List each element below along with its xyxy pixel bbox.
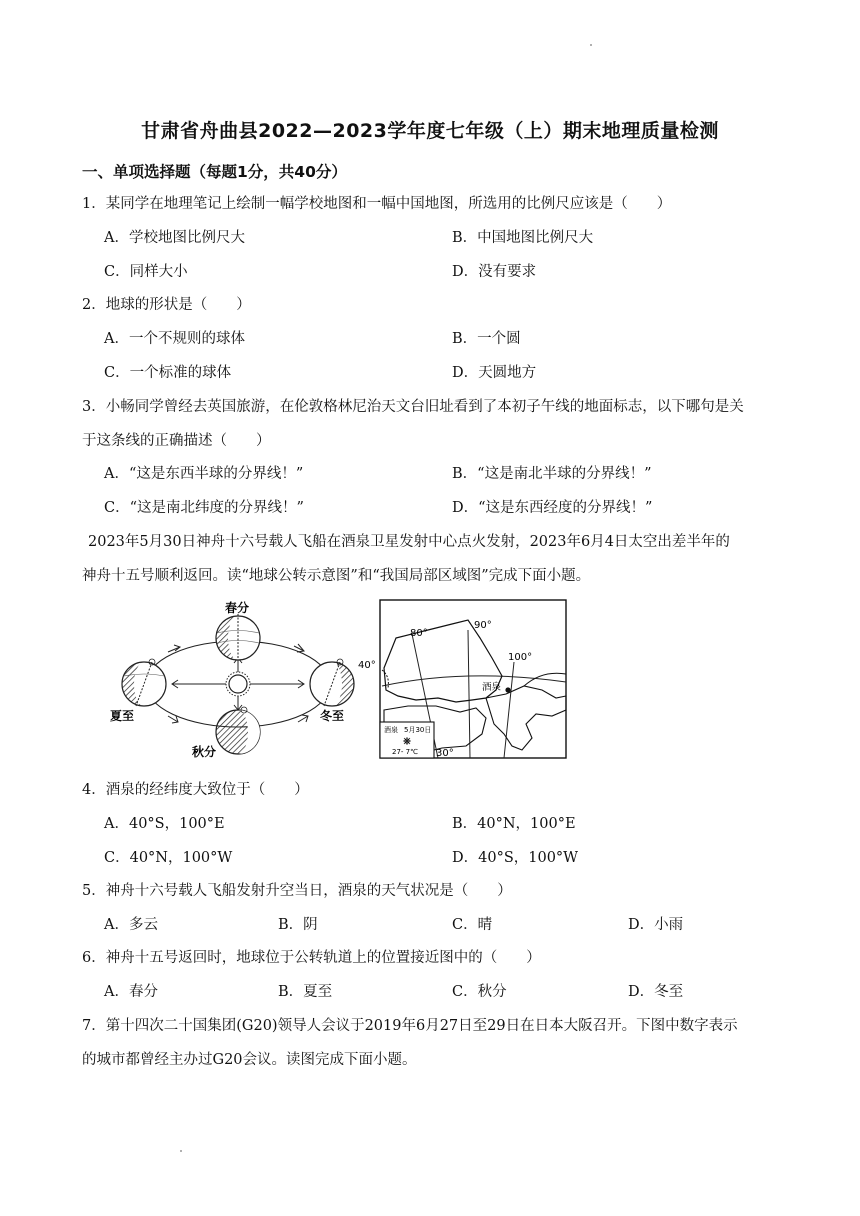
q3-option-c[interactable]: C．“这是南北纬度的分界线！” <box>104 500 304 516</box>
q5-option-d[interactable]: D．小雨 <box>628 917 684 933</box>
regional-map-figure <box>356 598 568 760</box>
q6-option-a[interactable]: A．春分 <box>104 984 158 1000</box>
q2-option-a[interactable]: A．一个不规则的球体 <box>104 331 245 347</box>
earth-summer-solstice <box>122 659 166 706</box>
label-spring: 春分 <box>225 601 250 615</box>
earth-winter-solstice <box>310 659 354 706</box>
question-7-stem-line1: 7．第十四次二十国集团(G20)领导人会议于2019年6月27日至29日在日本大阪召开。下图中数字表示 <box>82 1018 738 1034</box>
label-30: 30° <box>436 748 454 759</box>
scan-dot <box>180 1150 182 1152</box>
q5-option-a[interactable]: A．多云 <box>104 917 158 933</box>
q2-option-d[interactable]: D．天圆地方 <box>452 365 537 381</box>
page-title: 甘肃省舟曲县2022—2023学年度七年级（上）期末地理质量检测 <box>141 120 719 142</box>
weather-box-city: 酒泉 <box>384 726 398 734</box>
earth-autumn-equinox <box>216 707 260 754</box>
label-90: 90° <box>474 620 492 631</box>
city-jiuquan-marker <box>505 687 510 692</box>
weather-box-date: 5月30日 <box>404 726 432 734</box>
passage-line1: 2023年5月30日神舟十六号载人飞船在酒泉卫星发射中心点火发射，2023年6月4日太空出差半年的 <box>88 534 730 550</box>
question-3-stem-line1: 3．小畅同学曾经去英国旅游，在伦敦格林尼治天文台旧址看到了本初子午线的地面标志，以下哪句是关 <box>82 399 744 415</box>
q1-option-b[interactable]: B．中国地图比例尺大 <box>452 230 594 246</box>
q5-option-b[interactable]: B．阴 <box>278 917 318 933</box>
q3-option-d[interactable]: D．“这是东西经度的分界线！” <box>452 500 653 516</box>
passage-line2: 神舟十五号顺利返回。读“地球公转示意图”和“我国局部区域图”完成下面小题。 <box>82 568 591 584</box>
weather-box-temp: 27- 7℃ <box>392 748 418 756</box>
question-5-stem: 5．神舟十六号载人飞船发射升空当日，酒泉的天气状况是（ ） <box>82 883 512 899</box>
question-2-stem: 2．地球的形状是（ ） <box>82 297 251 313</box>
label-40: 40° <box>358 660 376 671</box>
q2-option-c[interactable]: C．一个标准的球体 <box>104 365 232 381</box>
label-summer: 夏至 <box>110 709 135 723</box>
label-winter: 冬至 <box>320 709 345 723</box>
question-3-stem-line2: 于这条线的正确描述（ ） <box>82 433 271 449</box>
q2-option-b[interactable]: B．一个圆 <box>452 331 521 347</box>
q5-option-c[interactable]: C．晴 <box>452 917 493 933</box>
q4-option-b[interactable]: B．40°N，100°E <box>452 816 576 832</box>
q1-option-c[interactable]: C．同样大小 <box>104 264 188 280</box>
question-7-stem-line2: 的城市都曾经主办过G20会议。读图完成下面小题。 <box>82 1052 417 1068</box>
city-jiuquan-label: 酒泉 <box>482 682 502 693</box>
earth-orbit-diagram <box>108 600 370 762</box>
q6-option-d[interactable]: D．冬至 <box>628 984 684 1000</box>
earth-spring-equinox <box>216 614 260 662</box>
q4-option-d[interactable]: D．40°S，100°W <box>452 850 579 866</box>
q3-option-a[interactable]: A．“这是东西半球的分界线！” <box>104 466 304 482</box>
section-heading: 一、单项选择题（每题1分，共40分） <box>82 163 347 181</box>
q4-option-c[interactable]: C．40°N，100°W <box>104 850 233 866</box>
scan-dot <box>590 44 592 46</box>
q1-option-d[interactable]: D．没有要求 <box>452 264 537 280</box>
q1-option-a[interactable]: A．学校地图比例尺大 <box>104 230 245 246</box>
q6-option-b[interactable]: B．夏至 <box>278 984 333 1000</box>
label-autumn: 秋分 <box>192 745 217 759</box>
sun-icon <box>403 737 411 745</box>
q4-option-a[interactable]: A．40°S，100°E <box>104 816 225 832</box>
q3-option-b[interactable]: B．“这是南北半球的分界线！” <box>452 466 652 482</box>
sun-icon <box>226 672 250 696</box>
q6-option-c[interactable]: C．秋分 <box>452 984 507 1000</box>
question-1-stem: 1．某同学在地理笔记上绘制一幅学校地图和一幅中国地图，所选用的比例尺应该是（ ） <box>82 196 672 212</box>
label-80: 80° <box>410 628 428 639</box>
question-6-stem: 6．神舟十五号返回时，地球位于公转轨道上的位置接近图中的（ ） <box>82 950 541 966</box>
question-4-stem: 4．酒泉的经纬度大致位于（ ） <box>82 782 309 798</box>
label-100: 100° <box>508 652 533 663</box>
